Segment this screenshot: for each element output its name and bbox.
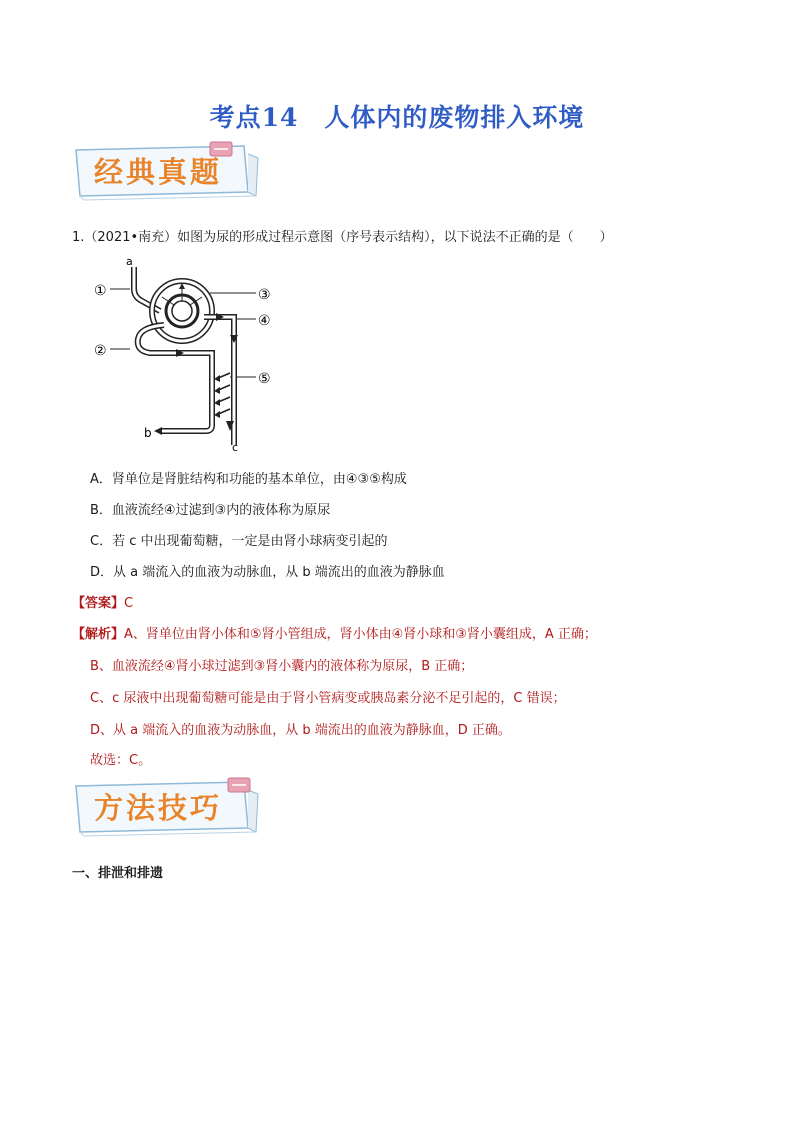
option-c: C．若 c 中出现葡萄糖，一定是由肾小球病变引起的	[90, 534, 388, 549]
answer-tag: 【答案】	[72, 596, 125, 611]
label-3: ③	[258, 287, 271, 303]
answer-value: C	[124, 596, 134, 611]
analysis-line: B、血液流经④肾小球过滤到③肾小囊内的液体称为原尿，B 正确；	[90, 659, 474, 674]
label-2: ②	[94, 343, 107, 359]
analysis-line-first	[72, 623, 597, 642]
banner-method-text: 方法技巧	[94, 791, 223, 825]
label-4: ④	[258, 313, 271, 329]
analysis-first: A、肾单位由肾小体和⑤肾小管组成，肾小体由④肾小球和③肾小囊组成，A 正确；	[124, 627, 597, 642]
analysis-line: D、从 a 端流入的血液为动脉血，从 b 端流出的血液为静脉血，D 正确。	[90, 723, 511, 738]
analysis-line: C、c 尿液中出现葡萄糖可能是由于肾小管病变或胰岛素分泌不足引起的，C 错误；	[90, 691, 566, 706]
nephron-diagram	[90, 255, 290, 455]
label-5: ⑤	[258, 371, 271, 387]
answer-line	[72, 592, 133, 611]
analysis-tag: 【解析】	[72, 627, 125, 642]
question-stem: 1.（2021•南充）如图为尿的形成过程示意图（序号表示结构），以下说法不正确的是（ ）	[72, 230, 613, 245]
option-a: A．肾单位是肾脏结构和功能的基本单位，由④③⑤构成	[90, 472, 407, 487]
label-a: a	[126, 255, 133, 268]
option-b: B．血液流经④过滤到③内的液体称为原尿	[90, 503, 331, 518]
page-title: 考点14 人体内的废物排入环境	[209, 103, 585, 132]
banner-classic-text: 经典真题	[94, 155, 223, 189]
label-b: b	[144, 426, 152, 440]
label-c: c	[232, 441, 239, 454]
analysis-line: 故选：C。	[90, 753, 152, 768]
label-1: ①	[94, 283, 107, 299]
banner-classic	[72, 140, 272, 200]
option-d: D．从 a 端流入的血液为动脉血，从 b 端流出的血液为静脉血	[90, 565, 445, 580]
banner-method	[72, 776, 272, 836]
section-heading: 一、排泄和排遗	[72, 866, 164, 881]
